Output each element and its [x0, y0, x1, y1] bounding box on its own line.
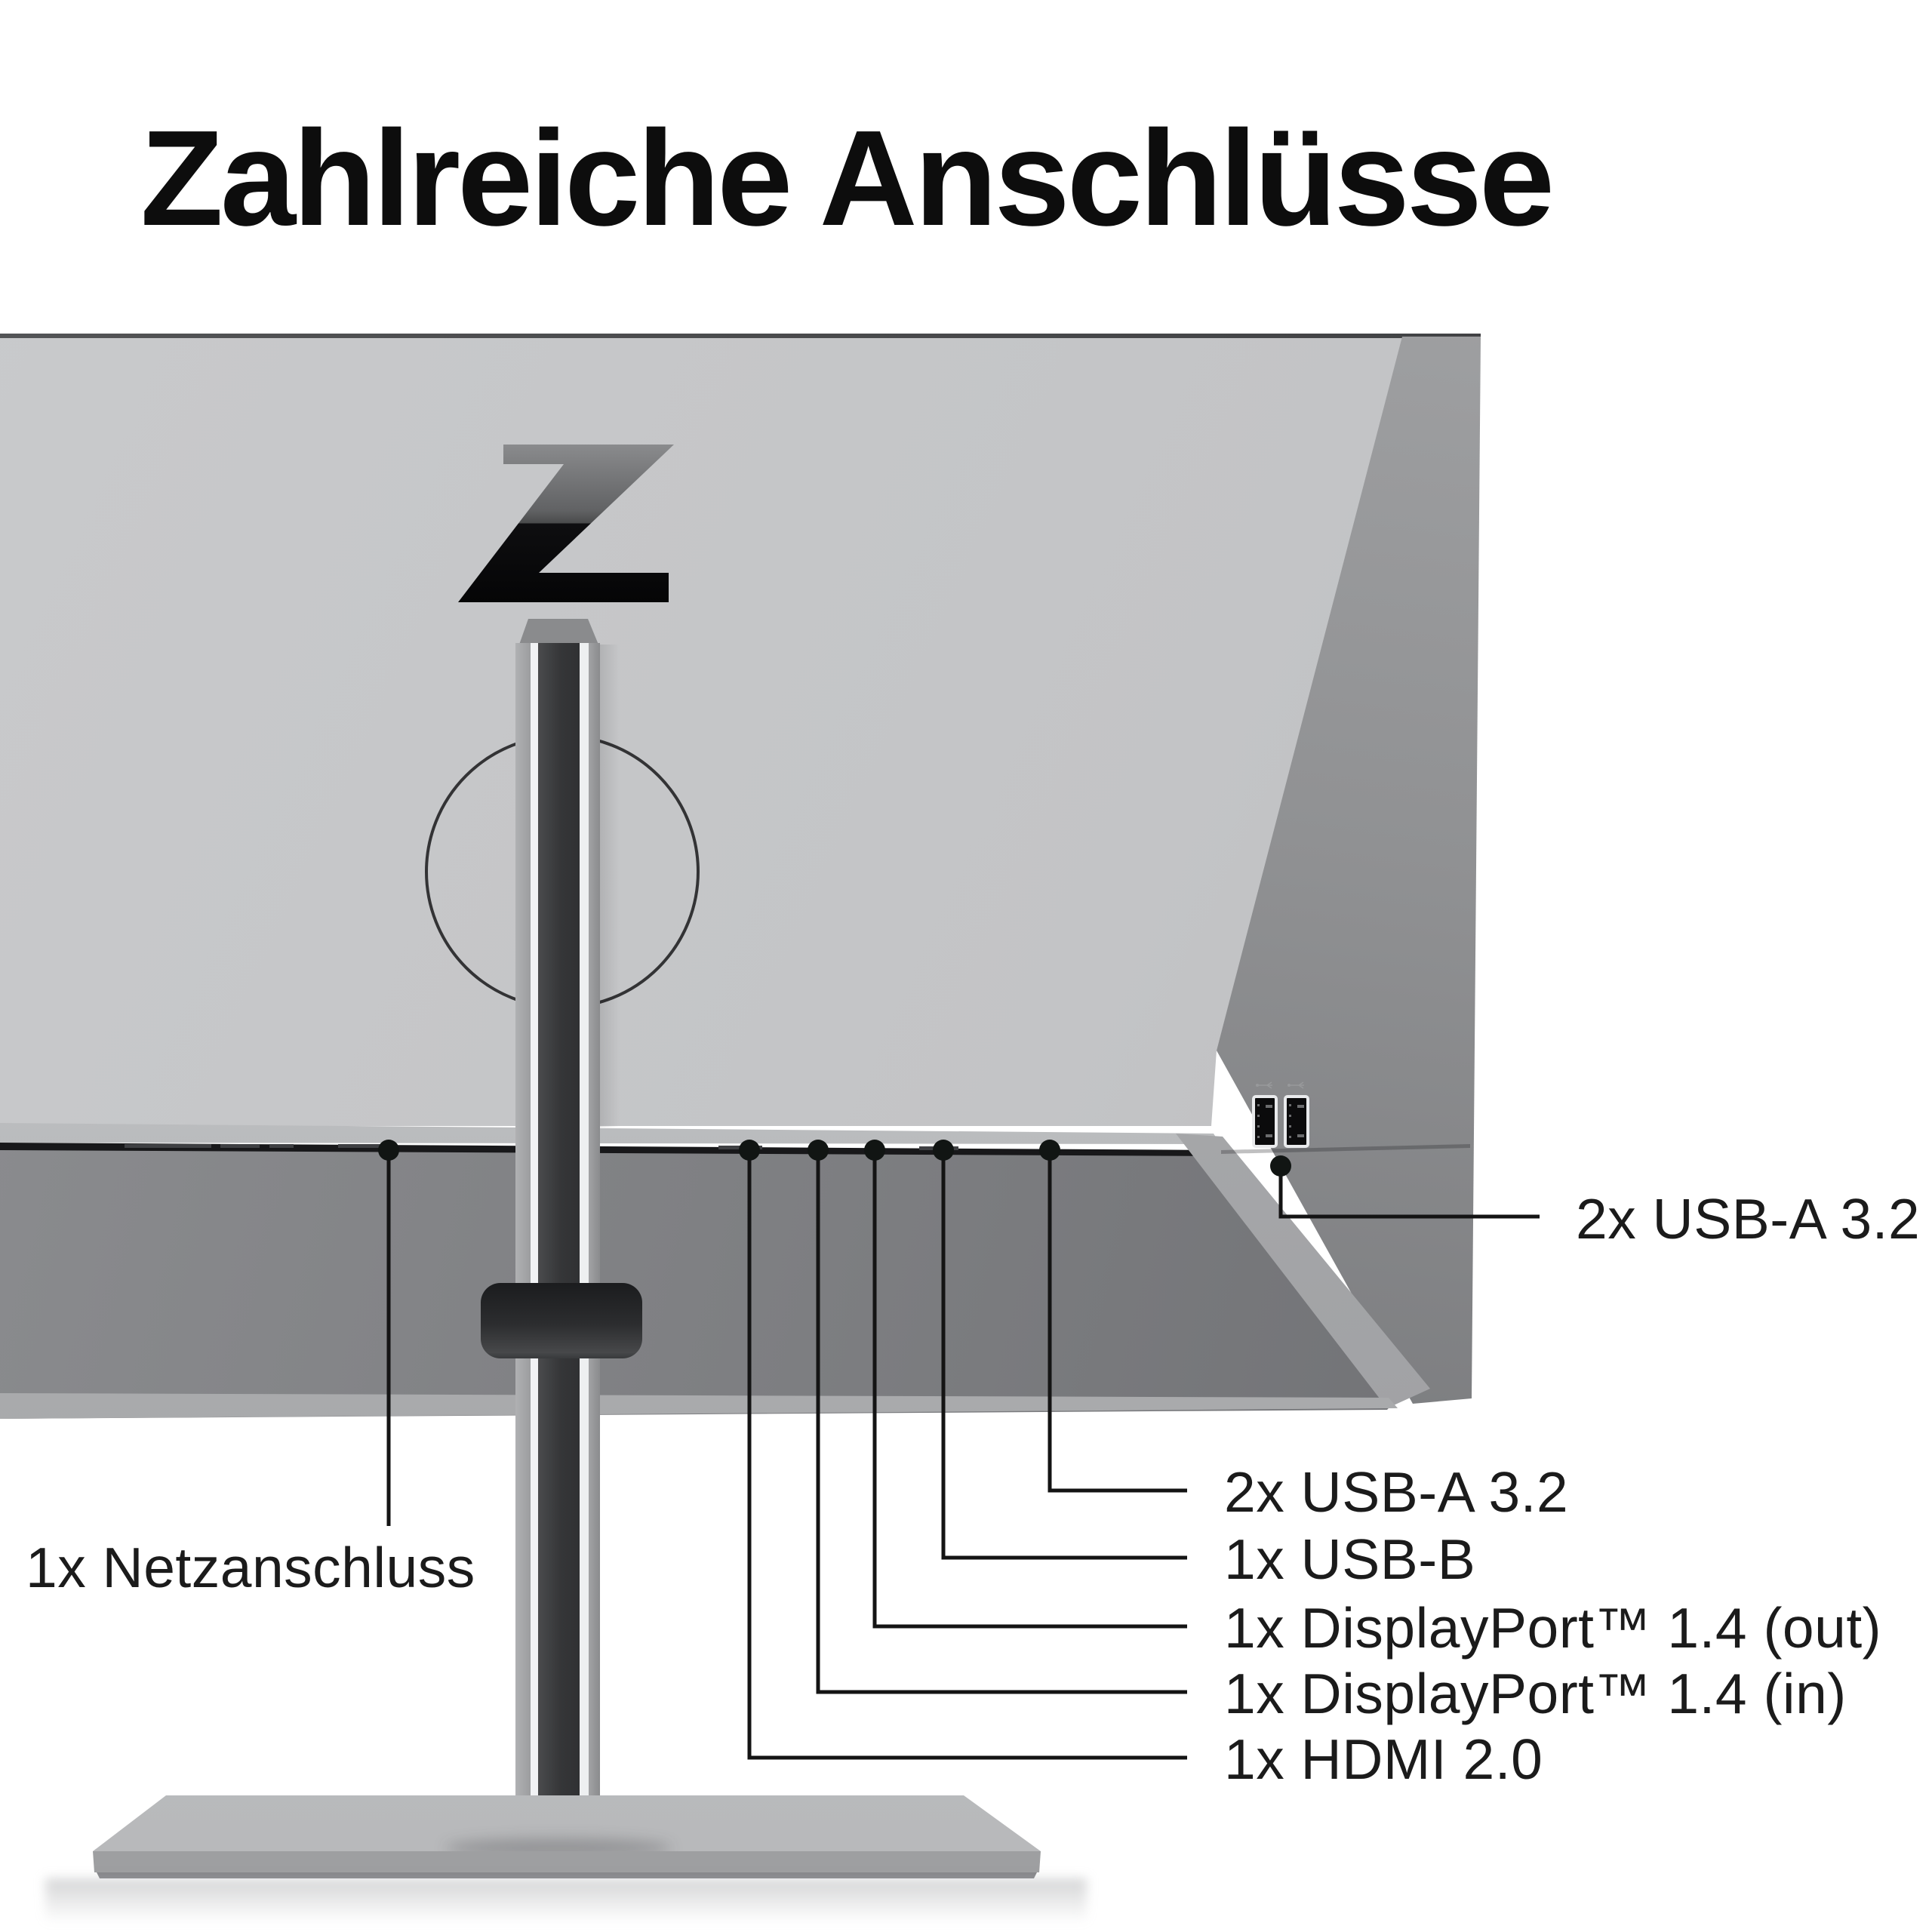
label-usb-a: 2x USB-A 3.2 — [1224, 1460, 1569, 1524]
callout-dot-hdmi — [739, 1140, 760, 1161]
callout-dot-dp-out — [864, 1140, 885, 1161]
label-usb-b: 1x USB-B — [1224, 1527, 1476, 1591]
label-hdmi: 1x HDMI 2.0 — [1224, 1727, 1543, 1791]
callout-dot-power — [378, 1140, 399, 1161]
label-dp-in: 1x DisplayPort™ 1.4 (in) — [1224, 1662, 1847, 1725]
callout-dot-dp-in — [808, 1140, 829, 1161]
label-usb-a-top: 2x USB-A 3.2 — [1576, 1187, 1921, 1251]
label-power: 1x Netzanschluss — [26, 1536, 475, 1599]
callout-dot-usb-a — [1039, 1140, 1060, 1161]
callout-dot-usb-b — [933, 1140, 954, 1161]
label-dp-out: 1x DisplayPort™ 1.4 (out) — [1224, 1596, 1882, 1660]
callout-dot-usb-a-top — [1270, 1155, 1291, 1177]
page-title: Zahlreiche Anschlüsse — [140, 102, 1552, 254]
